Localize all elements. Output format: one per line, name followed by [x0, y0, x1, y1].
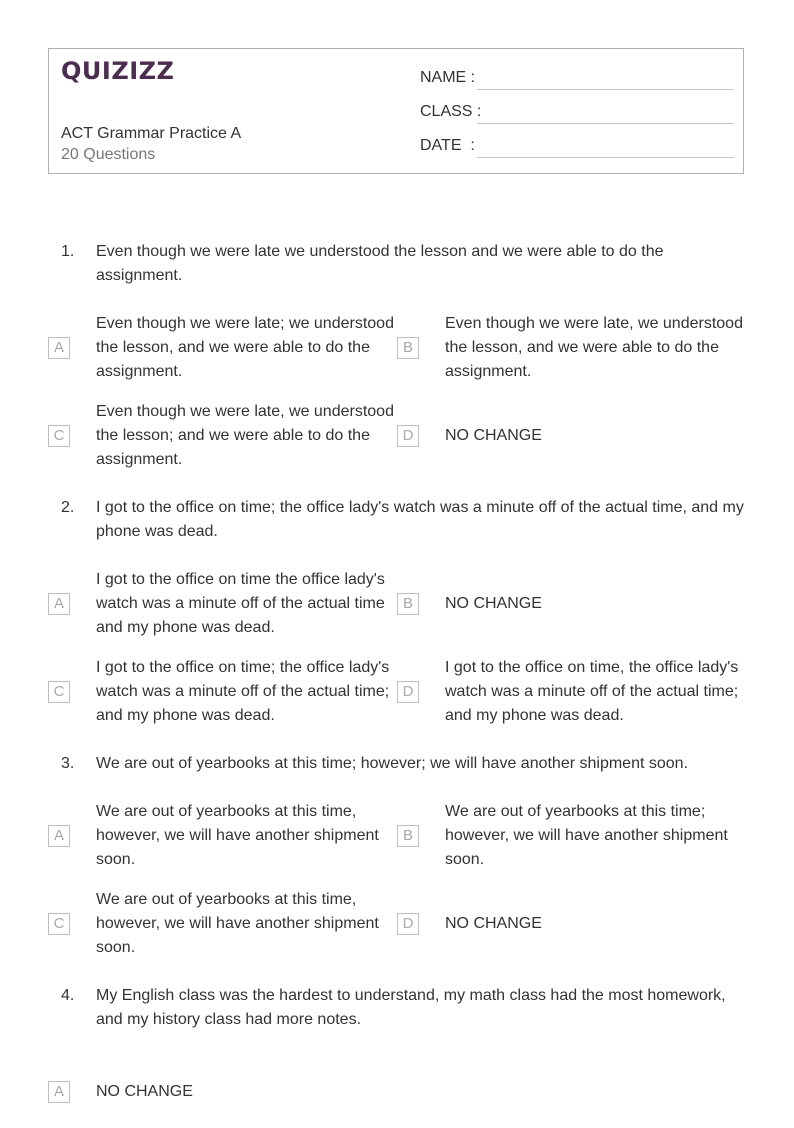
- option-text: Even though we were late, we understood the lesson, and we were able to do the assignment.: [445, 315, 743, 380]
- class-line: [477, 123, 734, 124]
- class-field: [420, 103, 734, 127]
- class-label: CLASS :: [420, 103, 482, 120]
- question-count: 20 Questions: [61, 146, 156, 163]
- date-line: [477, 157, 734, 158]
- option-letter: A: [48, 825, 70, 847]
- question-number: 4.: [61, 987, 75, 1004]
- option-letter: C: [48, 425, 70, 447]
- name-line: [477, 89, 734, 90]
- option-letter: B: [397, 593, 419, 615]
- option-text: NO CHANGE: [445, 595, 542, 612]
- quizizz-logo: QUIZIZZ: [61, 57, 175, 85]
- option-text: Even though we were late; we understood the lesson, and we were able to do the assignment.: [96, 315, 394, 380]
- question-text: I got to the office on time; the office lady's watch was a minute off of the actual time, and my phone was dead.: [96, 499, 744, 540]
- option-text: NO CHANGE: [96, 1083, 193, 1100]
- question-number: 1.: [61, 243, 75, 260]
- option-letter: A: [48, 593, 70, 615]
- worksheet-title: ACT Grammar Practice A: [61, 125, 242, 142]
- question-number: 3.: [61, 755, 75, 772]
- date-label: DATE :: [420, 137, 475, 154]
- option-text: We are out of yearbooks at this time, however, we will have another shipment soon.: [96, 891, 379, 956]
- name-field: [420, 69, 734, 93]
- option-text: Even though we were late, we understood the lesson; and we were able to do the assignment.: [96, 403, 394, 468]
- option-text: I got to the office on time, the office lady's watch was a minute off of the actual time; and my phone was dead.: [445, 659, 739, 724]
- option-letter: D: [397, 425, 419, 447]
- option-text: We are out of yearbooks at this time, however, we will have another shipment soon.: [96, 803, 379, 868]
- option-text: I got to the office on time the office lady's watch was a minute off of the actual time and my phone was dead.: [96, 571, 385, 636]
- question-text: Even though we were late we understood the lesson and we were able to do the assignment.: [96, 243, 664, 284]
- option-letter: C: [48, 913, 70, 935]
- option-text: NO CHANGE: [445, 427, 542, 444]
- question-number: 2.: [61, 499, 75, 516]
- option-letter: B: [397, 337, 419, 359]
- question-text: We are out of yearbooks at this time; however; we will have another shipment soon.: [96, 755, 689, 772]
- option-letter: D: [397, 681, 419, 703]
- name-label: NAME :: [420, 69, 476, 86]
- worksheet-header: [48, 48, 744, 174]
- option-text: We are out of yearbooks at this time; however, we will have another shipment soon.: [445, 803, 728, 868]
- option-letter: B: [397, 825, 419, 847]
- option-letter: A: [48, 337, 70, 359]
- option-letter: C: [48, 681, 70, 703]
- question-text: My English class was the hardest to understand, my math class had the most homework, and my history class had more notes.: [96, 987, 726, 1028]
- option-text: NO CHANGE: [445, 915, 542, 932]
- option-letter: A: [48, 1081, 70, 1103]
- option-text: I got to the office on time; the office lady's watch was a minute off of the actual time; and my phone was dead.: [96, 659, 390, 724]
- option-letter: D: [397, 913, 419, 935]
- date-field: [420, 137, 734, 161]
